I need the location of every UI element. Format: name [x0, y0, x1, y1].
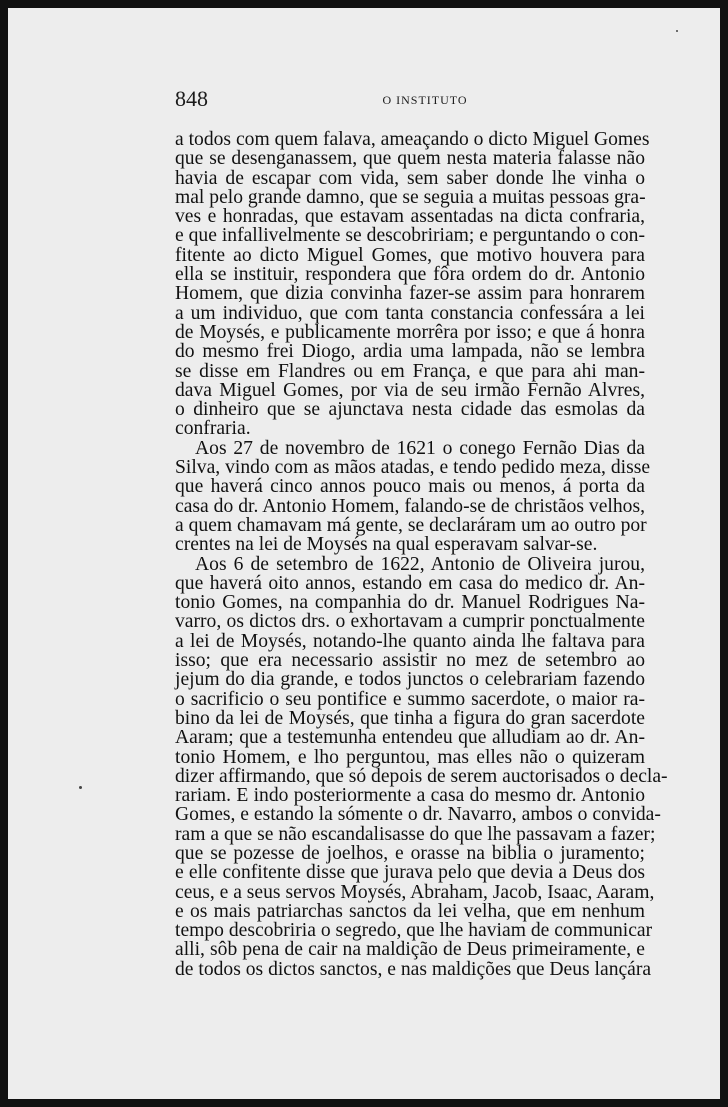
text-line: Homem, que dizia convinha fazer-se assim para honrarem [175, 283, 645, 305]
text-line: varro, os dictos drs. o exhortavam a cumprir ponctualmente [175, 611, 645, 633]
text-line: a quem chamavam má gente, se declaráram um ao outro por [175, 514, 647, 536]
text-line: e elle confitente disse que jurava pelo que devia a Deus dos [175, 862, 645, 884]
text-line: do mesmo frei Diogo, ardia uma lampada, não se lembra [175, 341, 645, 363]
text-line: dava Miguel Gomes, por via de seu irmão Fernão Alvres, [175, 379, 645, 401]
paper-speck [676, 30, 678, 32]
paper-speck [79, 786, 82, 789]
text-line: ves e honradas, que estavam assentadas na dicta confraria, [175, 206, 645, 228]
text-line: que se pozesse de joelhos, e orasse na biblia o juramento; [175, 842, 645, 864]
text-line: crentes na lei de Moysés na qual esperavam salvar-se. [175, 534, 598, 556]
text-line: Gomes, e estando la sómente o dr. Navarro, ambos o convida- [175, 804, 661, 826]
text-line: alli, sôb pena de cair na maldição de Deus primeiramente, e [175, 939, 645, 961]
text-line: tonio Gomes, na companhia do dr. Manuel Rodrigues Na- [175, 592, 645, 614]
text-line: que haverá oito annos, estando em casa do medico dr. An- [175, 572, 645, 594]
text-line: de todos os dictos sanctos, e nas maldições que Deus lançára [175, 958, 652, 980]
text-line: havia de escapar com vida, sem saber donde lhe vinha o [175, 167, 645, 189]
text-line: isso; que era necessario assistir no mez de setembro ao [175, 650, 645, 672]
text-line: de Moysés, e publicamente morrêra por isso; e que á honra [175, 321, 645, 343]
text-line: que haverá cinco annos pouco mais ou menos, á porta da [175, 476, 645, 498]
text-line: mal pelo grande damno, que se seguia a muitas pessoas gra- [175, 186, 646, 208]
text-line: Aos 6 de setembro de 1622, Antonio de Oliveira jurou, [195, 553, 645, 575]
text-line: confraria. [175, 418, 251, 440]
text-line: ram a que se não escandalisasse do que lhe passavam a fazer; [175, 823, 656, 845]
text-line: tonio Homem, e lho perguntou, mas elles não o quizeram [175, 746, 645, 768]
text-line: Aaram; que a testemunha entendeu que alludiam ao dr. An- [175, 727, 645, 749]
text-line: Aos 27 de novembro de 1621 o conego Fernão Dias da [195, 437, 645, 459]
text-line: a lei de Moysés, notando-lhe quanto ainda lhe faltava para [175, 630, 645, 652]
text-line: ella se instituir, respondera que fôra ordem do dr. Antonio [175, 264, 645, 286]
text-line: bino da lei de Moysés, que tinha a figura do gran sacerdote [175, 707, 645, 729]
text-line: a todos com quem falava, ameaçando o dicto Miguel Gomes [175, 129, 650, 150]
text-line: jejum do dia grande, e todos junctos o celebrariam fazendo [175, 669, 645, 691]
text-line: a um individuo, que com tanta constancia confessára a lei [175, 302, 645, 324]
text-line: ceus, e a seus servos Moysés, Abraham, Jacob, Isaac, Aaram, [175, 881, 655, 903]
body-text [175, 129, 668, 980]
text-line: e os mais patriarchas sanctos da lei velha, que em nenhum [175, 900, 645, 922]
text-line: que se desenganassem, que quem nesta materia falasse não [175, 148, 645, 170]
text-line: casa do dr. Antonio Homem, falando-se de christãos velhos, [175, 495, 645, 517]
running-title: O INSTITUTO [382, 93, 468, 107]
page-number: 848 [175, 86, 208, 111]
text-line: dizer affirmando, que só depois de serem auctorisados o decla- [175, 765, 668, 787]
text-line: o dinheiro que se ajunctava nesta cidade das esmolas da [175, 399, 645, 421]
text-line: o sacrificio o seu pontifice e summo sacerdote, o maior ra- [175, 688, 645, 710]
text-line: se disse em Flandres ou em França, e que para ahi man- [175, 360, 645, 382]
text-line: Silva, vindo com as mãos atadas, e tendo pedido meza, disse [175, 457, 651, 479]
text-line: e que infallivelmente se descobririam; e perguntando o con- [175, 225, 645, 247]
page-header [175, 86, 645, 114]
text-line: fitente ao dicto Miguel Gomes, que motivo houvera para [175, 244, 645, 266]
text-line: tempo descobriria o segredo, que lhe haviam de communicar [175, 920, 653, 942]
text-line: rariam. E indo posteriormente a casa do mesmo dr. Antonio [175, 785, 645, 807]
book-page [8, 8, 720, 1099]
